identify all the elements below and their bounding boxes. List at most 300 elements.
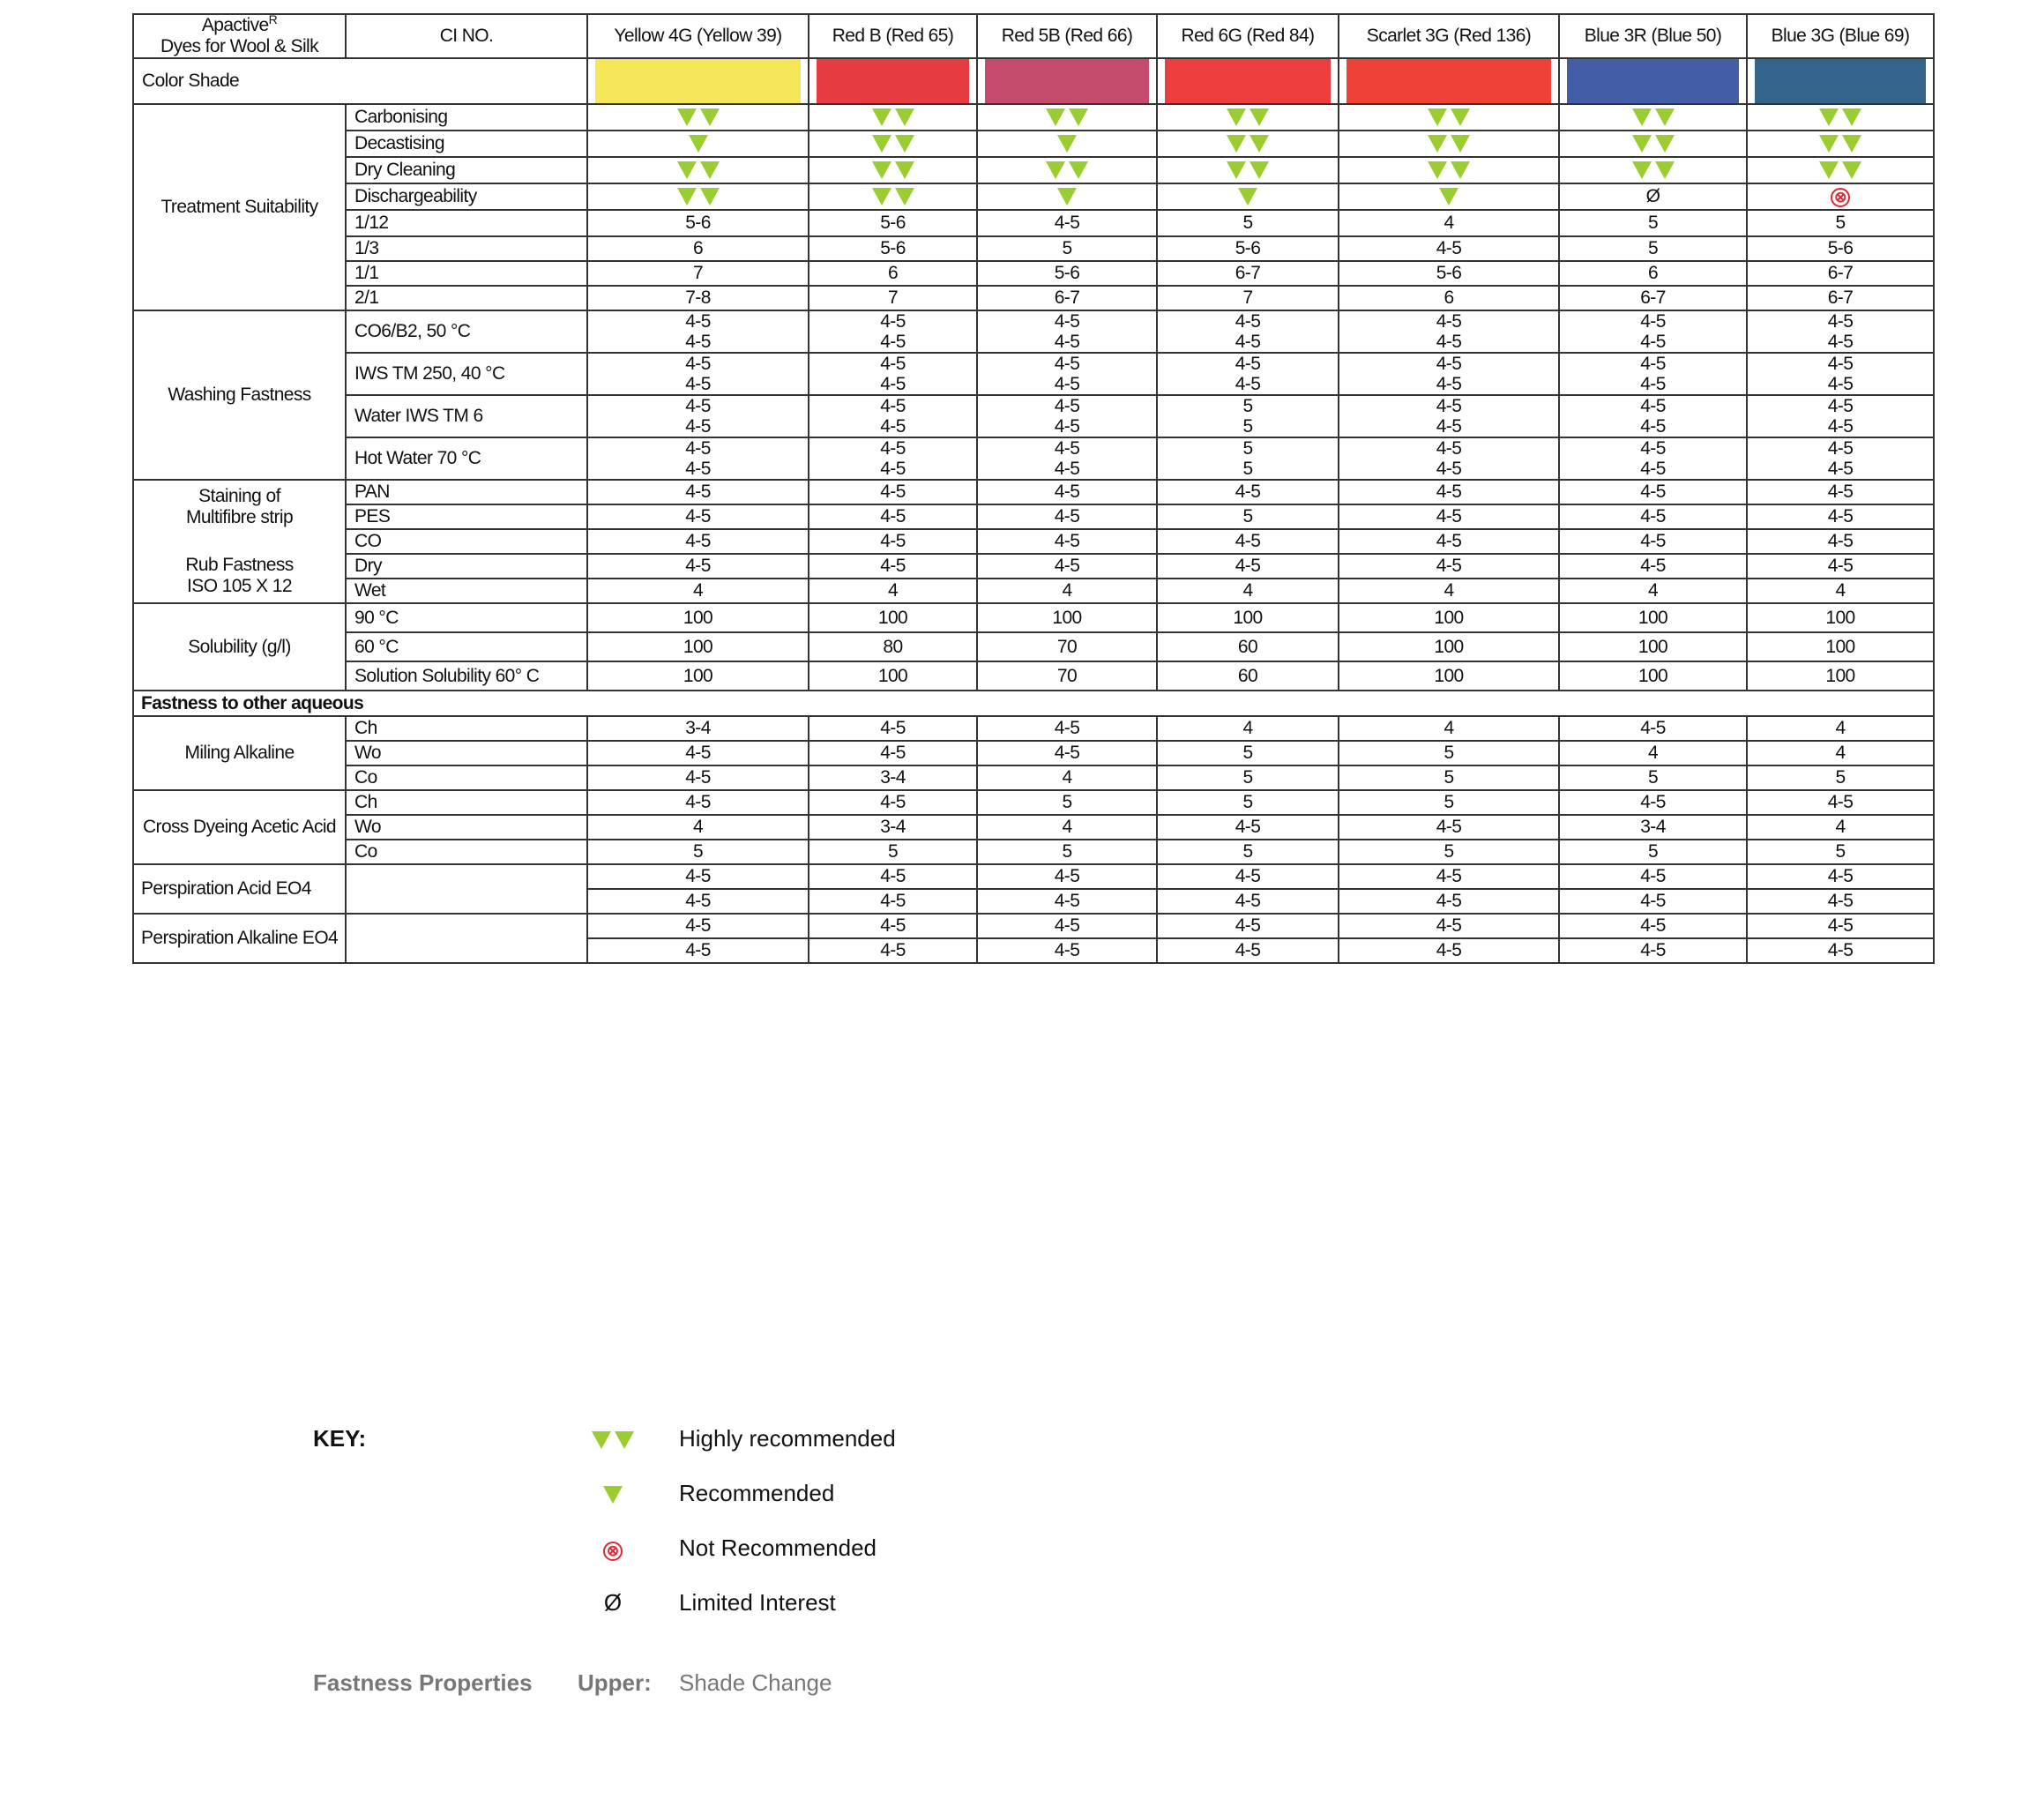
value-cell	[809, 353, 977, 395]
table-row	[133, 716, 1934, 741]
value-cell: 4	[587, 579, 809, 603]
row-label: 1/3	[346, 236, 587, 261]
symbol-cell	[587, 104, 809, 131]
value-cell: 5	[1559, 236, 1747, 261]
value-cell: 4-5	[977, 504, 1157, 529]
upper-value: 5	[1242, 396, 1253, 416]
value-cell	[1339, 353, 1559, 395]
table-row	[133, 236, 1934, 261]
value-cell: 5	[1339, 840, 1559, 864]
value-cell: 5	[1747, 840, 1934, 864]
color-swatch-cell	[1747, 58, 1934, 104]
double-triangle-icon	[870, 133, 916, 153]
dye-header: Blue 3R (Blue 50)	[1559, 14, 1747, 58]
value-cell: 6	[587, 236, 809, 261]
key-row-not-recommended	[582, 1534, 1199, 1570]
value-cell: 4	[977, 579, 1157, 603]
value-cell: 4-5	[1339, 815, 1559, 840]
symbol-cell	[977, 157, 1157, 183]
symbol-cell	[1559, 104, 1747, 131]
double-triangle-icon	[1225, 133, 1271, 153]
upper-value: 4-5	[1640, 438, 1666, 459]
value-cell: 4-5	[1559, 716, 1747, 741]
row-label: CO6/B2, 50 °C	[346, 310, 587, 353]
symbol-cell	[1157, 104, 1339, 131]
value-cell	[1559, 310, 1747, 353]
symbol-cell	[809, 183, 977, 210]
brand-superscript: R	[268, 12, 278, 26]
value-cell: 4	[1747, 815, 1934, 840]
row-label: Solution Solubility 60° C	[346, 661, 587, 691]
value-cell	[587, 395, 809, 437]
color-swatch	[1165, 59, 1331, 103]
value-cell: 100	[977, 603, 1157, 632]
upper-value: 4-5	[880, 311, 906, 332]
upper-value: 4-5	[1436, 438, 1462, 459]
ci-label: CI NO.	[346, 14, 587, 58]
brand-header	[133, 14, 346, 58]
value-cell: 5-6	[1747, 236, 1934, 261]
value-cell: 100	[1747, 603, 1934, 632]
symbol-cell	[1157, 183, 1339, 210]
value-cell: 4-5	[977, 938, 1157, 963]
key-recommended-label: Recommended	[679, 1480, 835, 1506]
row-label: 2/1	[346, 286, 587, 310]
row-label: 1/1	[346, 261, 587, 286]
upper-value: 4-5	[1436, 354, 1462, 374]
symbol-cell	[809, 104, 977, 131]
table-row	[133, 632, 1934, 661]
empty-set-icon: Ø	[1645, 186, 1660, 206]
table-row	[133, 210, 1934, 236]
value-cell: 4-5	[1559, 938, 1747, 963]
color-shade-label: Color Shade	[133, 58, 587, 104]
upper-value: 4-5	[1054, 311, 1080, 332]
value-cell: 4-5	[1559, 554, 1747, 579]
staining-group-label: Staining of Multifibre strip	[185, 486, 294, 527]
table-row	[133, 579, 1934, 603]
double-triangle-icon	[1817, 107, 1863, 127]
value-cell: 4	[1747, 579, 1934, 603]
value-cell: 3-4	[1559, 815, 1747, 840]
value-cell	[1157, 395, 1339, 437]
table-row	[133, 131, 1934, 157]
value-cell: 6	[809, 261, 977, 286]
symbol-cell	[1747, 104, 1934, 131]
value-cell: 3-4	[587, 716, 809, 741]
value-cell: 4-5	[587, 914, 809, 938]
value-cell: 7	[587, 261, 809, 286]
value-cell: 4-5	[977, 480, 1157, 504]
lower-value: 4-5	[1827, 374, 1854, 394]
double-triangle-icon	[1630, 160, 1676, 180]
lower-value: 4-5	[685, 374, 711, 394]
table-row	[133, 183, 1934, 210]
lower-value: 4-5	[1640, 374, 1666, 394]
value-cell: 6-7	[1559, 286, 1747, 310]
value-cell: 4-5	[1747, 938, 1934, 963]
color-swatch-cell	[1339, 58, 1559, 104]
value-cell: 5	[977, 236, 1157, 261]
value-cell: 4-5	[587, 790, 809, 815]
color-swatch	[1347, 59, 1551, 103]
upper-value: 4-5	[1827, 311, 1854, 332]
value-cell: 4-5	[587, 765, 809, 790]
triangle-icon	[1056, 133, 1078, 153]
table-row	[133, 261, 1934, 286]
color-swatch	[817, 59, 969, 103]
value-cell: 5	[1157, 790, 1339, 815]
value-cell: 4-5	[1339, 938, 1559, 963]
dye-header: Blue 3G (Blue 69)	[1747, 14, 1934, 58]
table-row	[133, 353, 1934, 395]
table-row	[133, 157, 1934, 183]
upper-value: 4-5	[1827, 396, 1854, 416]
value-cell: 4-5	[1157, 815, 1339, 840]
group-label: Miling Alkaline	[133, 716, 346, 790]
double-triangle-icon	[675, 107, 721, 127]
table-row	[133, 864, 1934, 889]
color-swatch	[595, 59, 801, 103]
table-row	[133, 437, 1934, 480]
value-cell: 6-7	[1157, 261, 1339, 286]
table-row	[133, 286, 1934, 310]
table-row	[133, 661, 1934, 691]
value-cell: 4-5	[977, 864, 1157, 889]
value-cell	[587, 353, 809, 395]
color-swatch-cell	[977, 58, 1157, 104]
double-triangle-icon	[675, 160, 721, 180]
color-swatch-cell	[1559, 58, 1747, 104]
value-cell: 4	[1559, 579, 1747, 603]
value-cell: 5	[587, 840, 809, 864]
lower-value: 4-5	[685, 459, 711, 479]
group-label: Perspiration Alkaline EO4	[133, 914, 346, 963]
lower-value: 4-5	[880, 374, 906, 394]
row-label: Wet	[346, 579, 587, 603]
row-label: Carbonising	[346, 104, 587, 131]
value-cell: 5-6	[1157, 236, 1339, 261]
group-label: Washing Fastness	[133, 310, 346, 480]
value-cell: 5-6	[809, 236, 977, 261]
value-cell: 4-5	[977, 914, 1157, 938]
value-cell: 4-5	[1157, 914, 1339, 938]
symbol-cell	[1747, 183, 1934, 210]
row-label: Ch	[346, 790, 587, 815]
value-cell	[1747, 437, 1934, 480]
row-label: PAN	[346, 480, 587, 504]
value-cell: 4-5	[1747, 889, 1934, 914]
upper-value: 4-5	[880, 396, 906, 416]
double-triangle-icon	[1630, 107, 1676, 127]
value-cell: 100	[809, 603, 977, 632]
value-cell: 4-5	[1559, 864, 1747, 889]
value-cell: 100	[1339, 603, 1559, 632]
row-label: PES	[346, 504, 587, 529]
value-cell: 5	[1339, 790, 1559, 815]
value-cell	[1339, 310, 1559, 353]
value-cell	[1157, 437, 1339, 480]
double-triangle-icon	[1225, 160, 1271, 180]
triangle-icon	[582, 1480, 644, 1507]
double-triangle-icon	[1225, 107, 1271, 127]
symbol-cell	[1339, 131, 1559, 157]
value-cell: 100	[1339, 632, 1559, 661]
value-cell: 5	[1339, 765, 1559, 790]
symbol-cell	[587, 131, 809, 157]
table-row	[133, 790, 1934, 815]
value-cell: 100	[587, 603, 809, 632]
value-cell: 5	[1339, 741, 1559, 765]
value-cell	[1559, 353, 1747, 395]
dye-header: Red 5B (Red 66)	[977, 14, 1157, 58]
value-cell: 4-5	[1157, 864, 1339, 889]
value-cell: 4-5	[587, 504, 809, 529]
value-cell: 3-4	[809, 815, 977, 840]
dye-header: Scarlet 3G (Red 136)	[1339, 14, 1559, 58]
key-highly-label: Highly recommended	[679, 1425, 896, 1452]
value-cell: 5	[1157, 741, 1339, 765]
table-row	[133, 104, 1934, 131]
footer-label: Fastness Properties	[313, 1669, 533, 1696]
value-cell: 4-5	[809, 716, 977, 741]
key-row-highly	[582, 1425, 1199, 1460]
double-triangle-icon	[1817, 160, 1863, 180]
value-cell: 6-7	[977, 286, 1157, 310]
lower-value: 4-5	[1054, 416, 1080, 437]
double-triangle-icon	[870, 186, 916, 206]
group-label: Treatment Suitability	[133, 104, 346, 310]
lower-value: 4-5	[1436, 374, 1462, 394]
value-cell	[1157, 310, 1339, 353]
value-cell: 4-5	[1747, 480, 1934, 504]
triangle-icon	[687, 133, 710, 153]
color-swatch	[985, 59, 1149, 103]
value-cell: 4	[1339, 716, 1559, 741]
value-cell: 7	[809, 286, 977, 310]
value-cell: 5	[1157, 210, 1339, 236]
value-cell: 4-5	[1339, 914, 1559, 938]
value-cell: 60	[1157, 632, 1339, 661]
upper-value: 4-5	[1235, 354, 1261, 374]
lower-value: 4-5	[1054, 459, 1080, 479]
lower-value: 4-5	[1436, 332, 1462, 352]
table-row	[133, 310, 1934, 353]
value-cell: 4-5	[977, 741, 1157, 765]
dye-header: Red 6G (Red 84)	[1157, 14, 1339, 58]
value-cell: 5	[1747, 765, 1934, 790]
value-cell: 60	[1157, 661, 1339, 691]
value-cell	[977, 437, 1157, 480]
value-cell: 5	[1559, 765, 1747, 790]
lower-value: 4-5	[880, 332, 906, 352]
row-label: Hot Water 70 °C	[346, 437, 587, 480]
group-label: Cross Dyeing Acetic Acid	[133, 790, 346, 864]
symbol-cell	[1339, 157, 1559, 183]
brand-name: Apactive	[201, 15, 269, 35]
key-row-recommended	[582, 1480, 1199, 1515]
group-label: Solubility (g/l)	[133, 603, 346, 691]
upper-value: 4-5	[1436, 396, 1462, 416]
value-cell: 100	[587, 661, 809, 691]
upper-value: 4-5	[685, 311, 711, 332]
triangle-icon	[1437, 186, 1460, 206]
value-cell: 5	[1157, 765, 1339, 790]
value-cell	[977, 310, 1157, 353]
section-row	[133, 691, 1934, 716]
value-cell: 4	[587, 815, 809, 840]
row-label: Wo	[346, 741, 587, 765]
upper-value: 4-5	[1054, 438, 1080, 459]
lower-value: 4-5	[880, 459, 906, 479]
lower-value: 4-5	[1436, 416, 1462, 437]
color-shade-row	[133, 58, 1934, 104]
double-triangle-icon	[1044, 107, 1090, 127]
value-cell: 4-5	[977, 554, 1157, 579]
value-cell	[1747, 353, 1934, 395]
value-cell: 5	[977, 840, 1157, 864]
value-cell: 100	[1747, 661, 1934, 691]
upper-value: 4-5	[1827, 438, 1854, 459]
symbol-cell	[1157, 131, 1339, 157]
lower-value: 4-5	[1640, 332, 1666, 352]
value-cell: 4-5	[809, 554, 977, 579]
symbol-cell	[809, 131, 977, 157]
triangle-icon	[1236, 186, 1259, 206]
value-cell	[809, 437, 977, 480]
symbol-cell	[1559, 157, 1747, 183]
value-cell: 5-6	[809, 210, 977, 236]
value-cell: 4-5	[977, 210, 1157, 236]
lower-value: 4-5	[1235, 332, 1261, 352]
upper-value: 4-5	[1054, 396, 1080, 416]
value-cell: 100	[1559, 603, 1747, 632]
table-row	[133, 504, 1934, 529]
lower-value: 4-5	[685, 416, 711, 437]
table-row	[133, 529, 1934, 554]
color-swatch-cell	[1157, 58, 1339, 104]
symbol-cell	[977, 131, 1157, 157]
value-cell: 4	[809, 579, 977, 603]
row-label: 1/12	[346, 210, 587, 236]
upper-value: 4-5	[1054, 354, 1080, 374]
value-cell: 4-5	[809, 790, 977, 815]
key-limited-label: Limited Interest	[679, 1589, 836, 1616]
table-row	[133, 395, 1934, 437]
value-cell: 6	[1559, 261, 1747, 286]
value-cell: 4-5	[809, 914, 977, 938]
upper-value: 4-5	[1640, 396, 1666, 416]
key-row-limited	[582, 1589, 1199, 1624]
double-triangle-icon	[675, 186, 721, 206]
lower-value: 4-5	[1054, 332, 1080, 352]
value-cell: 4-5	[1339, 864, 1559, 889]
value-cell: 80	[809, 632, 977, 661]
lower-value: 5	[1242, 416, 1253, 437]
upper-value: 4-5	[685, 354, 711, 374]
value-cell: 70	[977, 632, 1157, 661]
value-cell: 4	[1747, 716, 1934, 741]
color-swatch	[1567, 59, 1739, 103]
upper-value: 4-5	[685, 438, 711, 459]
value-cell: 5-6	[977, 261, 1157, 286]
value-cell: 4-5	[1339, 504, 1559, 529]
symbol-cell	[587, 183, 809, 210]
group-label-stack	[133, 480, 346, 603]
value-cell: 4-5	[809, 889, 977, 914]
row-label: Co	[346, 765, 587, 790]
circled-x-icon: ⊗	[582, 1534, 644, 1562]
row-label: Dry	[346, 554, 587, 579]
double-triangle-icon	[1817, 133, 1863, 153]
upper-value: 4-5	[880, 354, 906, 374]
symbol-cell	[1339, 183, 1559, 210]
circled-x-icon: ⊗	[1831, 186, 1850, 206]
value-cell: 100	[1339, 661, 1559, 691]
upper-value: 4-5	[1640, 354, 1666, 374]
lower-value: 4-5	[1235, 374, 1261, 394]
value-cell: 70	[977, 661, 1157, 691]
value-cell: 4-5	[1157, 554, 1339, 579]
symbol-cell	[1747, 131, 1934, 157]
value-cell: 4	[977, 815, 1157, 840]
lower-value: 5	[1242, 459, 1253, 479]
lower-value: 4-5	[1640, 459, 1666, 479]
value-cell: 5	[1157, 504, 1339, 529]
value-cell	[809, 310, 977, 353]
row-label: Co	[346, 840, 587, 864]
section-label: Fastness to other aqueous	[133, 691, 1934, 716]
value-cell: 3-4	[809, 765, 977, 790]
double-triangle-icon	[1630, 133, 1676, 153]
double-triangle-icon	[1426, 107, 1472, 127]
row-label: 90 °C	[346, 603, 587, 632]
value-cell: 4-5	[1559, 790, 1747, 815]
lower-value: 4-5	[1436, 459, 1462, 479]
upper-value: 4-5	[1235, 311, 1261, 332]
row-label: Water IWS TM 6	[346, 395, 587, 437]
double-triangle-icon	[870, 160, 916, 180]
value-cell: 4-5	[1747, 554, 1934, 579]
row-label: Dischargeability	[346, 183, 587, 210]
row-label: Wo	[346, 815, 587, 840]
value-cell: 100	[1559, 661, 1747, 691]
symbol-cell	[1157, 157, 1339, 183]
value-cell	[809, 395, 977, 437]
table-row	[133, 914, 1934, 938]
value-cell: 4	[1559, 741, 1747, 765]
double-triangle-icon	[1426, 133, 1472, 153]
upper-value: 4-5	[1827, 354, 1854, 374]
value-cell	[1747, 310, 1934, 353]
value-cell	[977, 395, 1157, 437]
value-cell: 7	[1157, 286, 1339, 310]
value-cell: 100	[1157, 603, 1339, 632]
empty-cell	[346, 914, 587, 963]
value-cell: 4-5	[1339, 236, 1559, 261]
value-cell	[1559, 437, 1747, 480]
value-cell: 4-5	[587, 889, 809, 914]
upper-value: 4-5	[1436, 311, 1462, 332]
symbol-cell	[1559, 183, 1747, 210]
row-label: CO	[346, 529, 587, 554]
upper-value: 4-5	[880, 438, 906, 459]
triangle-icon	[1056, 186, 1078, 206]
value-cell: 5	[977, 790, 1157, 815]
value-cell: 4-5	[809, 864, 977, 889]
upper-value: 4-5	[1640, 311, 1666, 332]
value-cell: 4-5	[1157, 938, 1339, 963]
